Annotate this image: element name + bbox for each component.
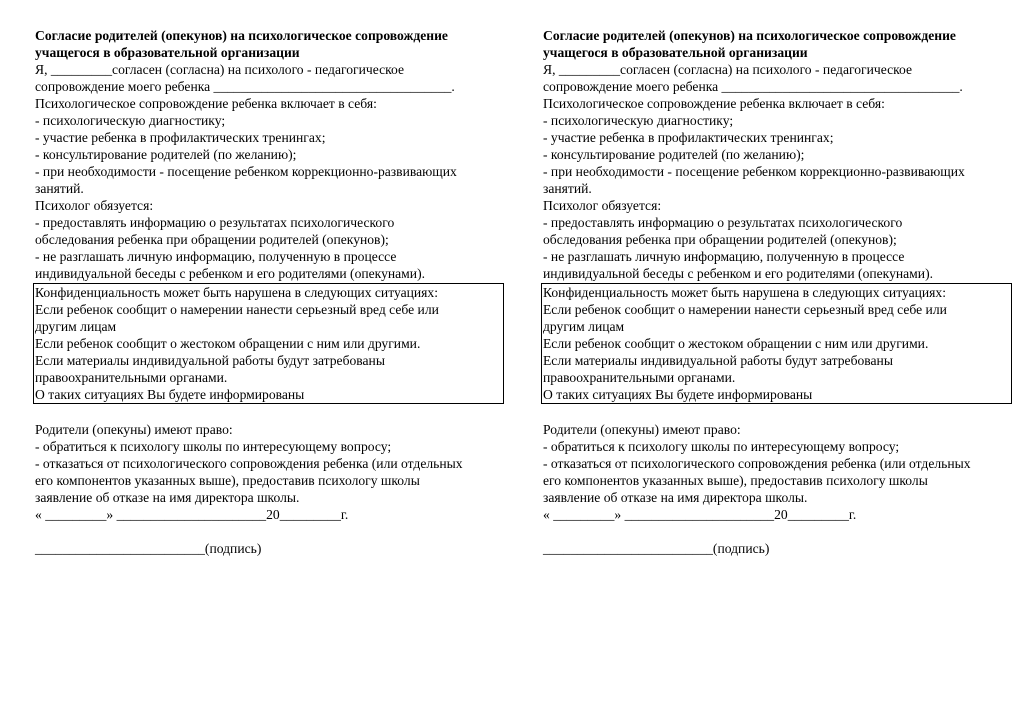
confidentiality-line: другим лицам [35,319,117,334]
includes-line: - психологическую диагностику; [543,113,734,128]
confidentiality-line: Если ребенок сообщит о намерении нанести серьезный вред себе или [35,302,439,317]
obligations-line: индивидуальной беседы с ребенком и его родителями (опекунами). [35,266,425,281]
obligations-line: Психолог обязуется: [543,198,662,213]
includes-line: занятий. [543,181,592,196]
includes-line: - участие ребенка в профилактических тренингах; [543,130,834,145]
includes-line: - при необходимости - посещение ребенком коррекционно-развивающих [35,164,457,179]
confidentiality-line: Конфиденциальность может быть нарушена в следующих ситуациях: [543,285,946,300]
confidentiality-line: правоохранительными органами. [35,370,228,385]
rights-line: - обратиться к психологу школы по интересующему вопросу; [543,439,900,454]
includes-line: - консультирование родителей (по желанию); [543,147,805,162]
confidentiality-line: другим лицам [543,319,625,334]
includes-line: Психологическое сопровождение ребенка включает в себя: [543,96,885,111]
intro-line: сопровождение моего ребенка ___________________________________. [35,79,455,94]
includes-line: - участие ребенка в профилактических тренингах; [35,130,326,145]
intro-line: Я, _________согласен (согласна) на психолого - педагогическое [543,62,913,77]
date-line: « _________» ______________________20_________г. [543,507,857,522]
title-line: Согласие родителей (опекунов) на психологическое сопровождение [35,28,448,43]
rights-line: заявление об отказе на имя директора школы. [35,490,300,505]
rights-section [543,421,1013,506]
form-title [35,27,505,61]
rights-line: заявление об отказе на имя директора школы. [543,490,808,505]
obligations-line: - предоставлять информацию о результатах психологического [35,215,395,230]
confidentiality-line: Если материалы индивидуальной работы будут затребованы [543,353,893,368]
obligations-line: - не разглашать личную информацию, полученную в процессе [543,249,905,264]
signature-line: _________________________(подпись) [35,541,262,556]
confidentiality-line: Если материалы индивидуальной работы будут затребованы [35,353,385,368]
includes-line: - консультирование родителей (по желанию); [35,147,297,162]
includes-line: - психологическую диагностику; [35,113,226,128]
intro-line: сопровождение моего ребенка ___________________________________. [543,79,963,94]
intro-section [35,61,505,95]
includes-section [543,95,1013,197]
rights-section [35,421,505,506]
obligations-section [543,197,1013,282]
confidentiality-line: Конфиденциальность может быть нарушена в следующих ситуациях: [35,285,438,300]
title-line: учащегося в образовательной организации [543,45,808,60]
confidentiality-line: О таких ситуациях Вы будете информированы [543,387,813,402]
consent-form-right [543,27,1013,557]
includes-line: Психологическое сопровождение ребенка включает в себя: [35,96,377,111]
form-title [543,27,1013,61]
confidentiality-line: правоохранительными органами. [543,370,736,385]
confidentiality-box [541,283,1012,404]
rights-line: - отказаться от психологического сопровождения ребенка (или отдельных [543,456,971,471]
intro-section [543,61,1013,95]
confidentiality-line: Если ребенок сообщит о жестоком обращении с ним или другими. [35,336,421,351]
confidentiality-box [33,283,504,404]
rights-line: Родители (опекуны) имеют право: [543,422,741,437]
title-line: Согласие родителей (опекунов) на психологическое сопровождение [543,28,956,43]
rights-line: Родители (опекуны) имеют право: [35,422,233,437]
rights-line: его компонентов указанных выше), предоставив психологу школы [543,473,928,488]
obligations-line: обследования ребенка при обращении родителей (опекунов); [35,232,389,247]
includes-line: занятий. [35,181,84,196]
obligations-line: - предоставлять информацию о результатах психологического [543,215,903,230]
obligations-section [35,197,505,282]
confidentiality-line: Если ребенок сообщит о намерении нанести серьезный вред себе или [543,302,947,317]
rights-line: его компонентов указанных выше), предоставив психологу школы [35,473,420,488]
rights-line: - отказаться от психологического сопровождения ребенка (или отдельных [35,456,463,471]
includes-section [35,95,505,197]
confidentiality-line: Если ребенок сообщит о жестоком обращении с ним или другими. [543,336,929,351]
obligations-line: - не разглашать личную информацию, полученную в процессе [35,249,397,264]
signature-line: _________________________(подпись) [543,541,770,556]
consent-form-left [35,27,505,557]
obligations-line: Психолог обязуется: [35,198,154,213]
rights-line: - обратиться к психологу школы по интересующему вопросу; [35,439,392,454]
title-line: учащегося в образовательной организации [35,45,300,60]
includes-line: - при необходимости - посещение ребенком коррекционно-развивающих [543,164,965,179]
obligations-line: обследования ребенка при обращении родителей (опекунов); [543,232,897,247]
confidentiality-line: О таких ситуациях Вы будете информированы [35,387,305,402]
obligations-line: индивидуальной беседы с ребенком и его родителями (опекунами). [543,266,933,281]
date-line: « _________» ______________________20_________г. [35,507,349,522]
intro-line: Я, _________согласен (согласна) на психолого - педагогическое [35,62,405,77]
